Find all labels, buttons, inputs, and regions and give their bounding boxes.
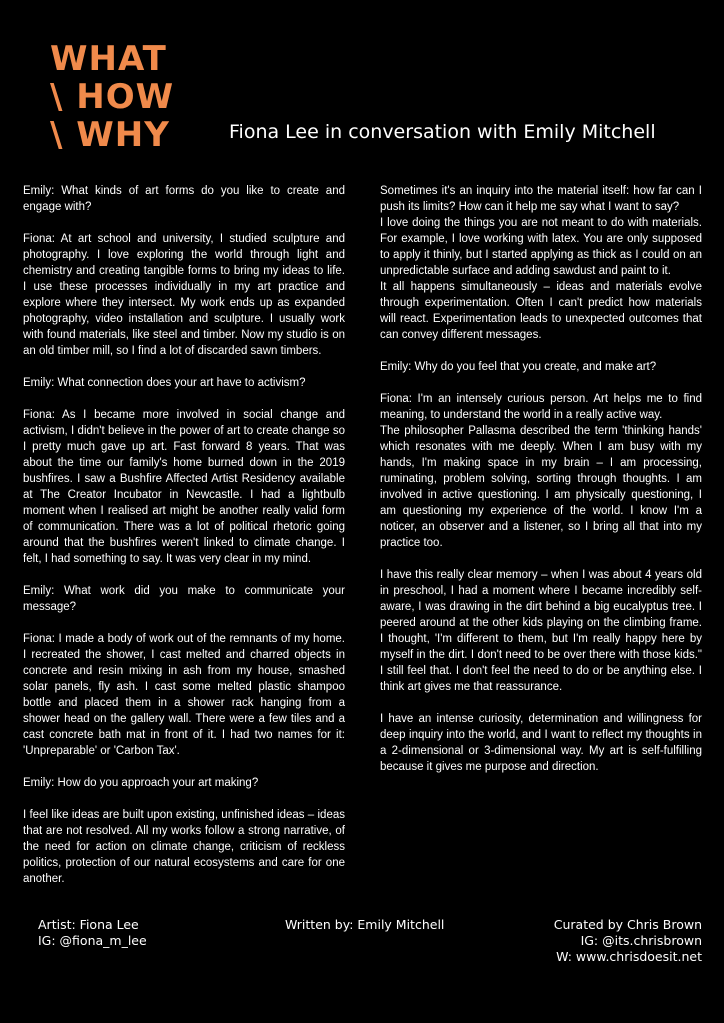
- paragraph: Fiona: As I became more involved in social change and activism, I didn't believe in the power of art to create change so I pretty much gave up art. Fast forward 8 years. That was about the time our family's home burned down in the 2019 bushfires. I saw a Bushfire Affected Artist Residency available at The Creator Incubator in Newcastle. I had a lightbulb moment when I realised art might be another really valid form of communication. There was a lot of political rhetoric going around that the bushfires weren't linked to climate change. I felt, I had something to say. It was very clear in my mind.: [23, 409, 345, 565]
- paragraph: Fiona: I made a body of work out of the remnants of my home. I recreated the shower, I cast melted and charred objects in concrete and resin mixing in ash from my house, smashed solar panels, fly ash. I cast some melted plastic shampoo bottle and placed them in a shower rack hanging from a shower head on the gallery wall. There were a few tiles and a cast concrete bath mat in front of it. I had two names for it: 'Unpreparable' or 'Carbon Tax'.: [23, 633, 345, 757]
- logo: [50, 40, 174, 154]
- curator-credit: Curated by Chris Brown: [553, 917, 702, 932]
- paragraph: The philosopher Pallasma described the term 'thinking hands' which resonates with me deeply. When I am busy with my hands, I'm making space in my brain – I am processing, ruminating, problem solving, sorting through thoughts. I am involved in active questioning. I am physically questioning, I am questioning my experience of the world. I know I'm a noticer, an observer and a listener, so I bring all that into my practice too.: [380, 425, 702, 549]
- page-title: Fiona Lee in conversation with Emily Mitchell: [229, 121, 656, 143]
- logo-line-what: WHAT: [50, 39, 167, 79]
- paragraph: I love doing the things you are not meant to do with materials. For example, I love working with latex. You are only supposed to apply it thinly, but I started applying as thick as I could on an unpredictable surface and adding sawdust and paint to it.: [380, 217, 702, 277]
- footer-artist: [38, 917, 147, 949]
- paragraph: I have an intense curiosity, determination and willingness for deep inquiry into the world, and I want to reflect my thoughts in a 2-dimensional or 3-dimensional way. My art is self-fulfilling because it gives me purpose and direction.: [380, 713, 702, 773]
- paragraph: It all happens simultaneously – ideas and materials evolve through experimentation. Often I can't predict how materials will react. Experimentation leads to unexpected outcomes that can convey different messages.: [380, 281, 702, 341]
- paragraph: Emily: What connection does your art have to activism?: [23, 377, 306, 389]
- paragraph: Emily: Why do you feel that you create, and make art?: [380, 361, 657, 373]
- curator-website: W: www.chrisdoesit.net: [556, 949, 702, 964]
- paragraph: I have this really clear memory – when I was about 4 years old in preschool, I had a moment where I became incredibly self-aware, I was drawing in the dirt behind a big eucalyptus tree. I peered around at the other kids playing on the climbing frame. I thought, 'I'm different to them, but I'm really happy here by myself in the dirt. I don't need to be over there with those kids." I still feel that. I don't feel the need to do or be anything else. I think art gives me that reassurance.: [380, 569, 702, 693]
- paragraph: Emily: What work did you make to communicate your message?: [23, 585, 345, 613]
- artist-name: Artist: Fiona Lee: [38, 917, 139, 932]
- paragraph: Fiona: At art school and university, I studied sculpture and photography. I love exploring the world through light and chemistry and creating tangible forms to bring my ideas to life. I use these processes individually in my art practice and explore where they intersect. My work ends up as expanded photography, video installation and sculpture. I usually work with found materials, like steel and timber. Now my studio is on an old timber mill, so I find a lot of discarded sawn timbers.: [23, 233, 345, 357]
- curator-instagram: IG: @its.chrisbrown: [580, 933, 702, 948]
- footer-writer: [285, 917, 444, 933]
- artist-instagram: IG: @fiona_m_lee: [38, 933, 147, 948]
- right-column: [380, 183, 702, 775]
- paragraph: Fiona: I'm an intensely curious person. Art helps me to find meaning, to understand the world in a really active way.: [380, 393, 702, 421]
- paragraph: Sometimes it's an inquiry into the material itself: how far can I push its limits? How can it help me say what I want to say?: [380, 185, 702, 213]
- footer-curator: [554, 917, 702, 965]
- writer-credit: Written by: Emily Mitchell: [285, 917, 445, 932]
- paragraph: Emily: What kinds of art forms do you like to create and engage with?: [23, 185, 345, 213]
- paragraph: I feel like ideas are built upon existing, unfinished ideas – ideas that are not resolved. All my works follow a strong narrative, of the need for action on climate change, criticism of reckless politics, protection of our natural ecosystems and care for one another.: [23, 809, 345, 885]
- logo-line-why: \ WHY: [50, 115, 170, 155]
- logo-line-how: \ HOW: [50, 77, 175, 117]
- paragraph: Emily: How do you approach your art making?: [23, 777, 259, 789]
- left-column: [23, 183, 345, 887]
